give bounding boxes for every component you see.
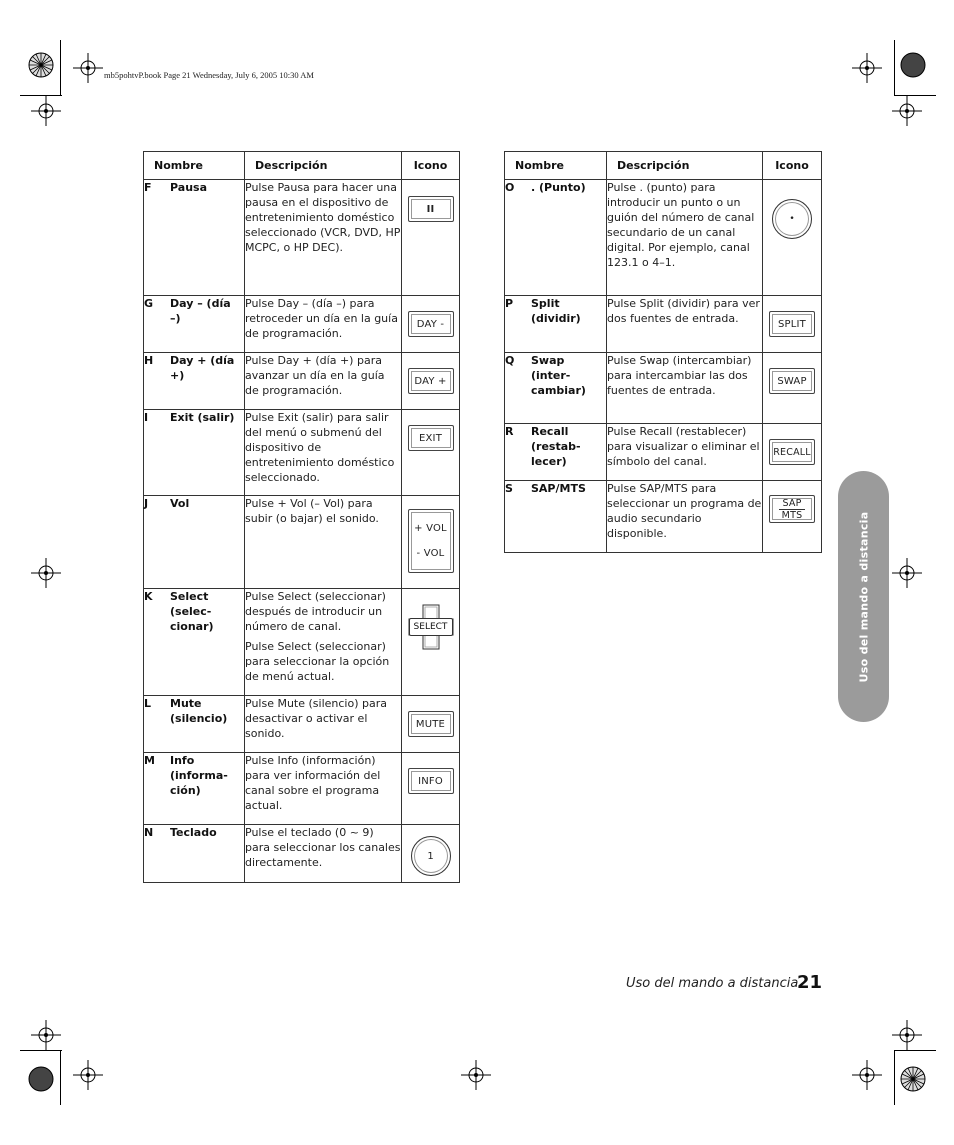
chapter-side-tab-label: Uso del mando a distancia <box>857 511 870 682</box>
page-number: 21 <box>797 972 823 993</box>
row-name: Mute (silencio) <box>170 697 228 725</box>
split-button-icon: SPLIT <box>769 311 815 337</box>
row-name: Exit (salir) <box>170 411 235 424</box>
row-letter: S <box>505 482 513 495</box>
table-row <box>144 180 460 296</box>
mts-label: MTS <box>781 509 803 521</box>
row-letter: F <box>144 181 152 194</box>
row-letter: Q <box>505 354 515 367</box>
registration-mark-icon <box>73 1060 103 1090</box>
row-description: Pulse Split (dividir) para ver dos fuentes de entrada. <box>607 297 760 325</box>
column-header-description: Descripción <box>607 152 763 180</box>
row-description: Pulse Day + (día +) para avanzar un día en la guía de programación. <box>245 354 385 397</box>
table-row <box>505 353 822 424</box>
row-letter: P <box>505 297 514 310</box>
row-letter: I <box>144 411 149 424</box>
table-row <box>144 696 460 753</box>
right-reference-table <box>504 151 822 553</box>
left-reference-table <box>143 151 460 883</box>
row-description: Pulse Info (información) para ver información del canal sobre el programa actual. <box>245 754 381 812</box>
row-name: Day – (día –) <box>170 297 231 325</box>
row-name: Swap (inter-cambiar) <box>531 354 586 397</box>
starburst-target-icon <box>28 52 54 78</box>
row-letter: H <box>144 354 154 367</box>
row-name: Pausa <box>170 181 207 194</box>
row-description: Pulse + Vol (– Vol) para subir (o bajar) el sonido. <box>245 497 379 525</box>
registration-mark-icon <box>892 96 922 126</box>
dark-target-icon <box>900 52 926 78</box>
row-name: Recall (restab-lecer) <box>531 425 581 468</box>
registration-mark-icon <box>31 558 61 588</box>
row-letter: G <box>144 297 154 310</box>
table-row <box>144 496 460 589</box>
select-label: SELECT <box>409 618 453 636</box>
table-row <box>144 296 460 353</box>
row-letter: N <box>144 826 154 839</box>
row-letter: M <box>144 754 155 767</box>
row-name: SAP/MTS <box>531 482 586 495</box>
table-row <box>144 353 460 410</box>
registration-mark-icon <box>852 53 882 83</box>
exit-button-icon: EXIT <box>408 425 454 451</box>
chapter-side-tab <box>838 471 889 722</box>
table-row <box>505 296 822 353</box>
table-header-row <box>505 152 822 180</box>
row-name: Info (informa-ción) <box>170 754 228 797</box>
row-description: Pulse Pausa para hacer una pausa en el dispositivo de entretenimiento doméstico seleccionado (VCR, DVD, HP MCPC, o HP DEC). <box>245 181 401 254</box>
row-description: Pulse . (punto) para introducir un punto o un guión del número de canal secundario de un canal digital. Por ejemplo, canal 123.1 o 4–1. <box>607 181 755 269</box>
row-name: Vol <box>170 497 190 510</box>
dot-button-icon: • <box>772 199 812 239</box>
table-row <box>144 410 460 496</box>
row-description: Pulse Recall (restablecer) para visualizar o eliminar el símbolo del canal. <box>607 425 760 468</box>
footer-chapter-title: Uso del mando a distancia <box>626 976 799 991</box>
registration-mark-icon <box>31 96 61 126</box>
table-header-row <box>144 152 460 180</box>
registration-mark-icon <box>73 53 103 83</box>
info-button-icon: INFO <box>408 768 454 794</box>
pause-button-icon: II <box>408 196 454 222</box>
table-row <box>144 753 460 825</box>
row-letter: K <box>144 590 153 603</box>
volume-down-label: - VOL <box>416 548 445 559</box>
row-letter: L <box>144 697 152 710</box>
row-name: Teclado <box>170 826 217 839</box>
row-description: Pulse Exit (salir) para salir del menú o submenú del dispositivo de entretenimiento doméstico seleccionado. <box>245 411 395 484</box>
column-header-name: Nombre <box>144 152 245 180</box>
recall-button-icon: RECALL <box>769 439 815 465</box>
table-row <box>144 589 460 696</box>
volume-up-label: + VOL <box>414 523 447 534</box>
row-description: Pulse Swap (intercambiar) para intercambiar las dos fuentes de entrada. <box>607 354 752 397</box>
keypad-button-icon: 1 <box>411 836 451 876</box>
registration-mark-icon <box>31 1020 61 1050</box>
row-letter: R <box>505 425 514 438</box>
table-row <box>505 180 822 296</box>
row-description: Pulse Select (seleccionar) para seleccionar la opción de menú actual. <box>245 640 390 683</box>
table-row <box>505 481 822 553</box>
row-letter: J <box>144 497 149 510</box>
swap-button-icon: SWAP <box>769 368 815 394</box>
column-header-icon: Icono <box>402 152 460 180</box>
print-header: mb5pohtvP.book Page 21 Wednesday, July 6, 2005 10:30 AM <box>104 70 314 80</box>
sap-label: SAP <box>779 498 804 510</box>
row-letter: O <box>505 181 515 194</box>
table-row <box>505 424 822 481</box>
column-header-description: Descripción <box>245 152 402 180</box>
select-dpad-icon <box>407 603 455 651</box>
column-header-icon: Icono <box>763 152 822 180</box>
mute-button-icon: MUTE <box>408 711 454 737</box>
registration-mark-icon <box>892 558 922 588</box>
row-name: . (Punto) <box>531 181 586 194</box>
row-description: Pulse Select (seleccionar) después de introducir un número de canal. <box>245 590 386 633</box>
row-description: Pulse Mute (silencio) para desactivar o activar el sonido. <box>245 697 387 740</box>
volume-rocker-icon <box>408 509 454 573</box>
sap-mts-button-icon <box>769 495 815 523</box>
starburst-target-icon <box>900 1066 926 1092</box>
row-name: Split (dividir) <box>531 297 581 325</box>
registration-mark-icon <box>461 1060 491 1090</box>
registration-mark-icon <box>892 1020 922 1050</box>
row-name: Select (selec-cionar) <box>170 590 214 633</box>
table-row <box>144 825 460 883</box>
day-plus-button-icon: DAY + <box>408 368 454 394</box>
row-description: Pulse Day – (día –) para retroceder un día en la guía de programación. <box>245 297 398 340</box>
row-description: Pulse el teclado (0 ~ 9) para seleccionar los canales directamente. <box>245 826 401 869</box>
row-description: Pulse SAP/MTS para seleccionar un programa de audio secundario disponible. <box>607 482 762 540</box>
registration-mark-icon <box>852 1060 882 1090</box>
dark-target-icon <box>28 1066 54 1092</box>
column-header-name: Nombre <box>505 152 607 180</box>
day-minus-button-icon: DAY - <box>408 311 454 337</box>
row-name: Day + (día +) <box>170 354 235 382</box>
